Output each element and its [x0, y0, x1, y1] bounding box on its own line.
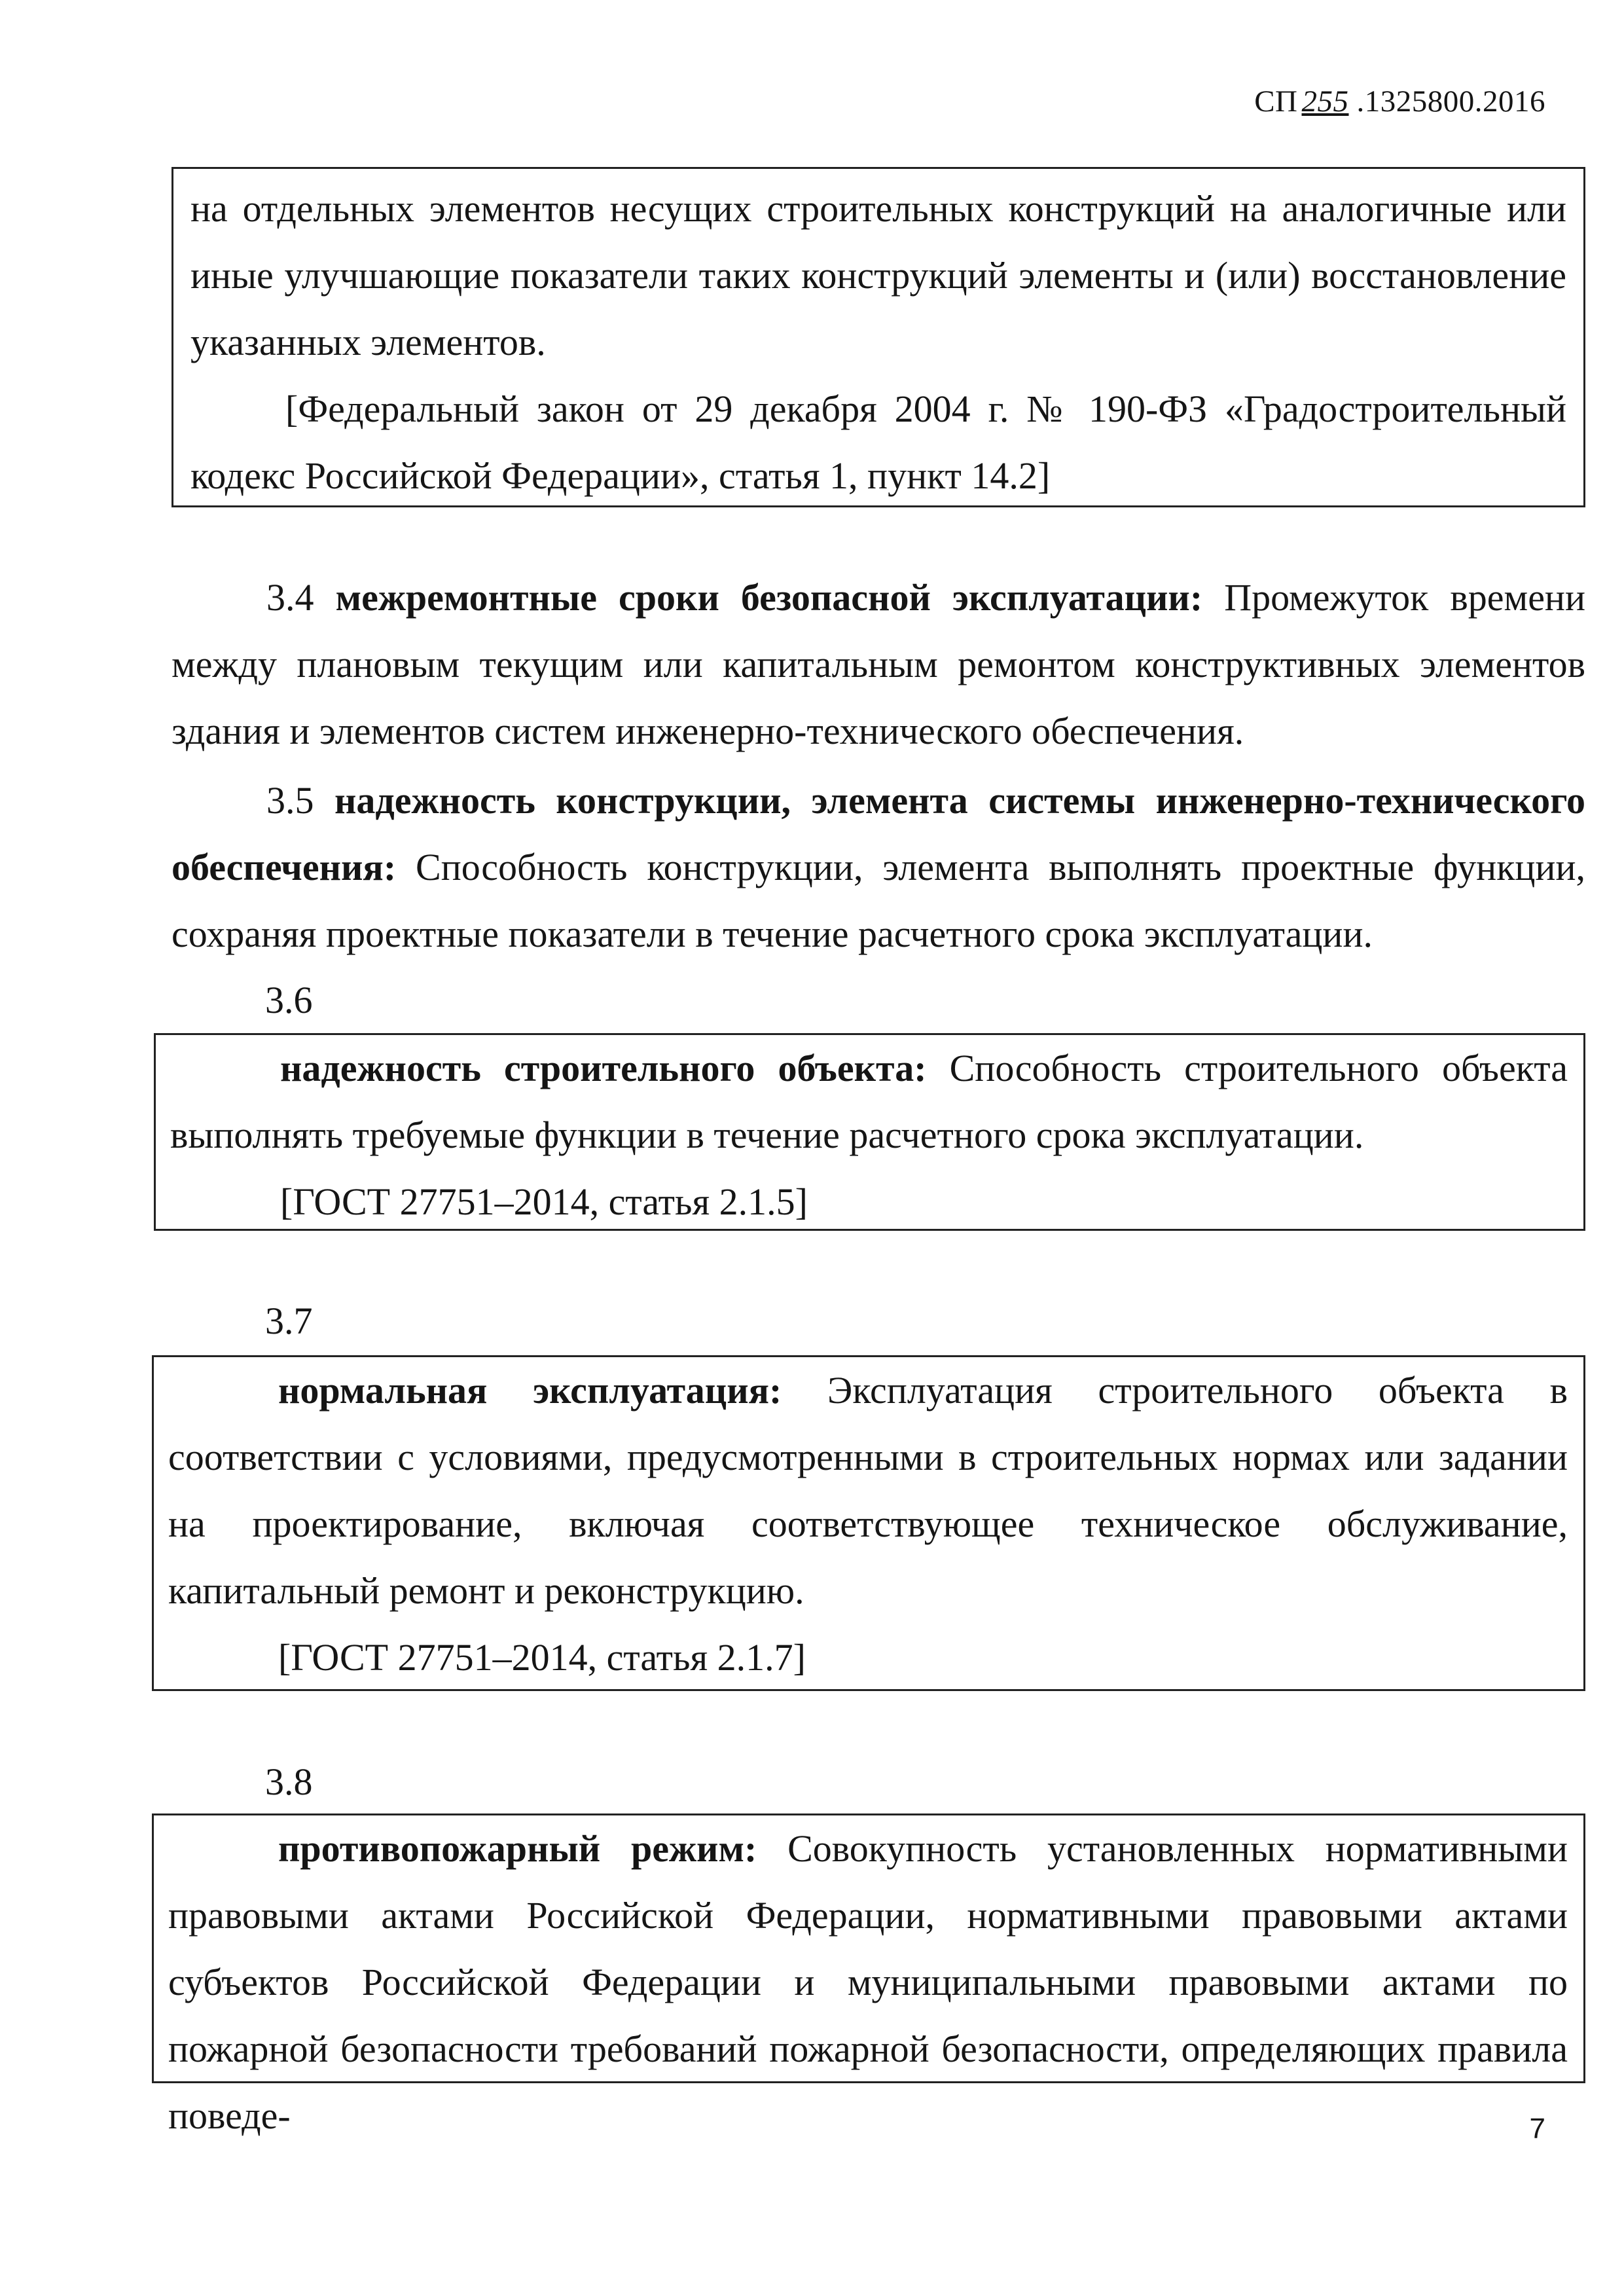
- clause-3-7-box: [152, 1355, 1585, 1691]
- clause-3-7-term: нормальная эксплуатация:: [278, 1369, 782, 1412]
- clause-3-4-number: 3.4: [266, 576, 314, 619]
- page-number: 7: [1529, 2113, 1545, 2145]
- clause-3-4-term: межремонтные сроки безопасной эксплуатации:: [335, 576, 1203, 619]
- document-code: [1254, 84, 1545, 119]
- clause-3-7-number: 3.7: [265, 1300, 313, 1342]
- clause-3-6-box: [154, 1033, 1585, 1231]
- clause-3-8-number: 3.8: [265, 1760, 313, 1803]
- clause-3-5-text: Способность конструкции, элемента выполнять проектные функции, сохраняя проектные показатели в течение расчетного срока эксплуатации.: [171, 846, 1585, 955]
- clause-3-6-term: надежность строительного объекта:: [280, 1047, 927, 1089]
- clause-3-8-text: Совокупность установленных нормативными правовыми актами Российской Федерации, нормативными правовыми актами субъектов Российской Федерации и муниципальными правовыми актами по пожарной безопасности требований пожарной безопасности, определяющих правила поведе-: [168, 1827, 1568, 2137]
- document-code-prefix: СП: [1254, 84, 1298, 118]
- clause-3-6-reference: [ГОСТ 27751–2014, статья 2.1.5]: [280, 1180, 808, 1223]
- clause-3-8-paragraph: [168, 1815, 1568, 2149]
- clause-3-8-term: противопожарный режим:: [278, 1827, 757, 1870]
- clause-3-7-text: Эксплуатация строительного объекта в соответствии с условиями, предусмотренными в строительных нормах или задании на проектирование, включая соответствующее техническое обслуживание, капитальный ремонт и реконструкцию.: [168, 1369, 1568, 1612]
- clause-3-6-paragraph: [170, 1035, 1568, 1169]
- clause-3-8-box: [152, 1813, 1585, 2137]
- clause-3-4: [171, 564, 1585, 765]
- clause-3-6-number: 3.6: [265, 979, 313, 1021]
- clause-3-4-text: Промежуток времени между плановым текущим или капитальным ремонтом конструктивных элементов здания и элементов систем инженерно-технического обеспечения.: [171, 576, 1586, 752]
- clause-3-5-term: надежность конструкции, элемента системы инженерно-технического обеспечения:: [171, 779, 1586, 888]
- continued-definition-text: на отдельных элементов несущих строительных конструкций на аналогичные или иные улучшающие показатели таких конструкций элементы и (или) восстановление указанных элементов.: [190, 187, 1566, 363]
- clause-3-7-paragraph: [168, 1357, 1568, 1624]
- clause-3-5-paragraph: [171, 767, 1585, 968]
- document-code-suffix: .1325800.2016: [1356, 84, 1545, 118]
- clause-3-5-number: 3.5: [266, 779, 314, 822]
- definition-reference: [Федеральный закон от 29 декабря 2004 г. № 190-ФЗ «Градостроительный кодекс Российской Федерации», статья 1, пункт 14.2]: [190, 388, 1566, 497]
- clause-3-6-text: Способность строительного объекта выполнять требуемые функции в течение расчетного срока эксплуатации.: [170, 1047, 1568, 1156]
- clause-3-5: [171, 767, 1585, 968]
- handwritten-number: 255: [1301, 84, 1349, 118]
- clause-3-4-paragraph: [171, 564, 1585, 765]
- clause-3-7-reference: [ГОСТ 27751–2014, статья 2.1.7]: [278, 1636, 806, 1679]
- definition-box-continued: [171, 167, 1585, 507]
